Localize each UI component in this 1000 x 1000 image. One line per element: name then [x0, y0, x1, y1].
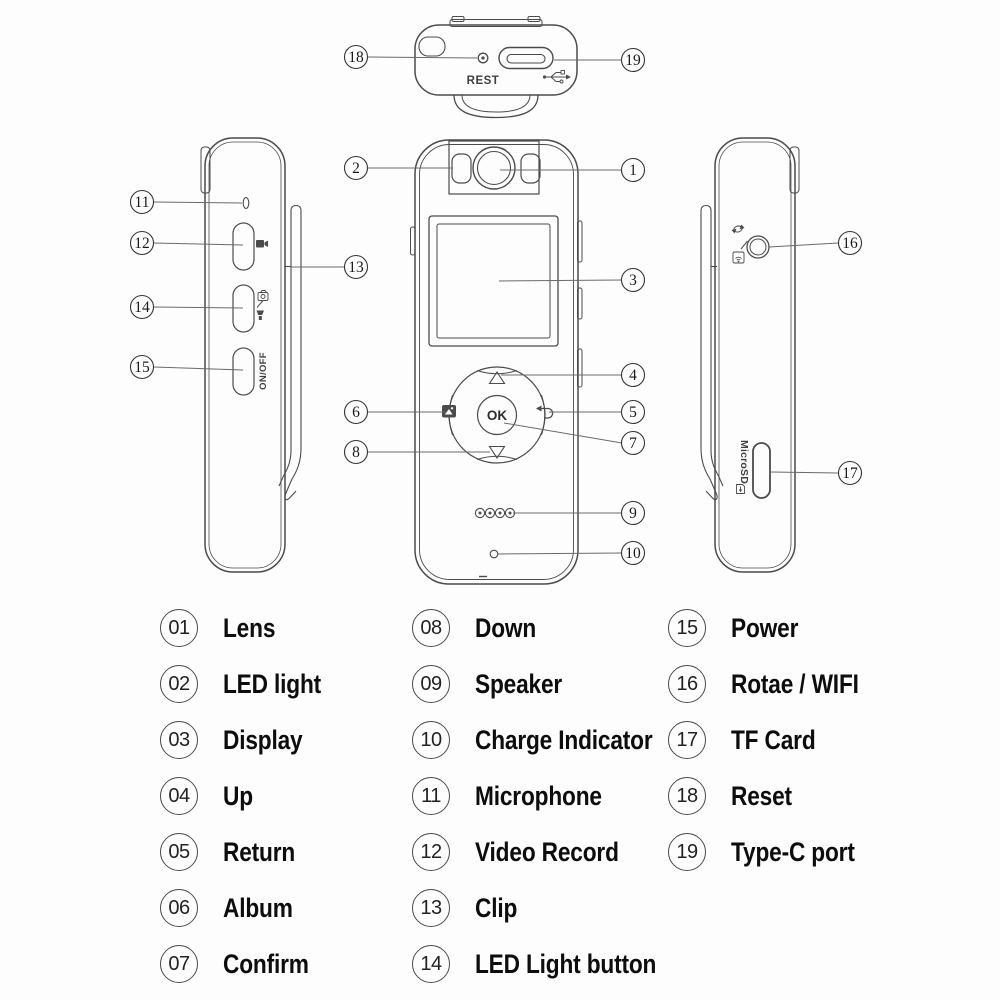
- legend-label: Speaker: [475, 668, 563, 699]
- legend-item: [160, 712, 340, 768]
- right-side-view: [701, 138, 799, 572]
- legend-number-badge: 11: [412, 777, 450, 815]
- lens: [473, 147, 515, 189]
- legend: [0, 600, 1000, 1000]
- svg-text:10: 10: [625, 545, 641, 562]
- legend-label: Charge Indicator: [475, 724, 653, 755]
- legend-label: Display: [223, 724, 303, 755]
- usb-icon: [543, 71, 571, 84]
- legend-number-badge: 13: [412, 889, 450, 927]
- front-view: [411, 140, 583, 584]
- callout-3: [622, 269, 645, 292]
- led-light-right: [521, 154, 540, 183]
- callout-2: [345, 157, 368, 180]
- legend-number-badge: 17: [668, 721, 706, 759]
- svg-text:17: 17: [842, 465, 858, 482]
- rotate-icon: [732, 225, 745, 234]
- callout-7: [622, 432, 645, 455]
- callout-4: [622, 364, 645, 387]
- legend-item: [160, 824, 340, 880]
- legend-label: Clip: [475, 892, 518, 923]
- callout-10: [622, 542, 645, 565]
- legend-number-badge: 06: [160, 889, 198, 927]
- legend-item: [412, 712, 691, 768]
- callout-16: [839, 232, 862, 255]
- svg-text:16: 16: [842, 235, 858, 252]
- legend-label: Power: [731, 612, 799, 643]
- led-light-left: [452, 154, 471, 183]
- legend-number-badge: 09: [412, 665, 450, 703]
- callout-13: [345, 256, 368, 279]
- svg-text:11: 11: [134, 194, 150, 211]
- legend-item: [160, 880, 340, 936]
- svg-text:8: 8: [352, 444, 360, 461]
- legend-column-3: [668, 600, 883, 880]
- legend-label: Rotae / WIFI: [731, 668, 859, 699]
- legend-label: Album: [223, 892, 293, 923]
- legend-item: [160, 600, 340, 656]
- album-icon: [442, 405, 456, 418]
- clip-right-view: [701, 206, 723, 500]
- video-record-button: [233, 223, 254, 270]
- callouts: [131, 46, 862, 565]
- svg-text:6: 6: [352, 404, 360, 421]
- svg-text:13: 13: [348, 259, 364, 276]
- svg-text:2: 2: [352, 160, 360, 177]
- callout-5: [622, 401, 645, 424]
- legend-number-badge: 10: [412, 721, 450, 759]
- microsd-label: MicroSD: [738, 440, 750, 484]
- microphone-hole: [243, 198, 249, 209]
- legend-column-2: [412, 600, 691, 992]
- torch-icon: [257, 311, 265, 321]
- rest-label: REST: [466, 75, 500, 87]
- tf-card-slot: [753, 443, 770, 498]
- legend-item: [668, 600, 883, 656]
- control-pad: [442, 367, 553, 463]
- legend-number-badge: 14: [412, 945, 450, 983]
- legend-label: Video Record: [475, 836, 619, 867]
- camera-icon: [258, 291, 268, 301]
- legend-number-badge: 08: [412, 609, 450, 647]
- led-light-button: [233, 285, 254, 332]
- callout-19: [622, 49, 645, 72]
- legend-item: [412, 880, 691, 936]
- legend-label: Return: [223, 836, 296, 867]
- legend-number-badge: 12: [412, 833, 450, 871]
- svg-text:1: 1: [629, 162, 637, 179]
- legend-label: Up: [223, 780, 253, 811]
- svg-text:19: 19: [625, 52, 641, 69]
- legend-label: Type-C port: [731, 836, 855, 867]
- callout-14: [131, 296, 154, 319]
- svg-text:18: 18: [348, 49, 364, 66]
- legend-number-badge: 04: [160, 777, 198, 815]
- legend-number-badge: 19: [668, 833, 706, 871]
- legend-item: [412, 600, 691, 656]
- legend-number-badge: 15: [668, 609, 706, 647]
- legend-label: Confirm: [223, 948, 309, 979]
- legend-number-badge: 02: [160, 665, 198, 703]
- legend-number-badge: 01: [160, 609, 198, 647]
- legend-label: Microphone: [475, 780, 602, 811]
- power-button: [233, 348, 254, 395]
- on-off-label: ON/OFF: [258, 352, 269, 390]
- legend-item: [668, 656, 883, 712]
- legend-item: [412, 824, 691, 880]
- legend-label: LED Light button: [475, 948, 657, 979]
- legend-number-badge: 05: [160, 833, 198, 871]
- callout-17: [839, 462, 862, 485]
- legend-number-badge: 16: [668, 665, 706, 703]
- clip-left-view: [279, 206, 301, 500]
- leader-lines: [154, 57, 838, 554]
- legend-label: TF Card: [731, 724, 816, 755]
- svg-text:7: 7: [629, 435, 637, 452]
- callout-9: [622, 502, 645, 525]
- speaker-holes: [475, 508, 514, 517]
- callout-1: [622, 159, 645, 182]
- legend-label: Lens: [223, 612, 276, 643]
- legend-number-badge: 07: [160, 945, 198, 983]
- camera-module: [449, 141, 539, 194]
- callout-18: [345, 46, 368, 69]
- legend-item: [160, 656, 340, 712]
- svg-text:14: 14: [134, 299, 150, 316]
- svg-text:12: 12: [134, 235, 150, 252]
- legend-label: Reset: [731, 780, 792, 811]
- svg-text:4: 4: [629, 367, 637, 384]
- legend-item: [160, 768, 340, 824]
- legend-label: Down: [475, 612, 537, 643]
- svg-text:3: 3: [629, 272, 637, 289]
- legend-label: LED light: [223, 668, 322, 699]
- callout-15: [131, 356, 154, 379]
- legend-item: [412, 656, 691, 712]
- charge-indicator-led: [490, 550, 498, 558]
- legend-item: [668, 768, 883, 824]
- legend-item: [668, 824, 883, 880]
- top-lens-bulge: [454, 95, 538, 118]
- svg-text:15: 15: [134, 359, 150, 376]
- legend-number-badge: 18: [668, 777, 706, 815]
- callout-11: [131, 191, 154, 214]
- svg-text:5: 5: [629, 404, 637, 421]
- legend-column-1: [160, 600, 340, 992]
- top-corner-notch: [419, 37, 445, 56]
- sd-card-icon: [737, 485, 745, 494]
- top-view: [415, 17, 577, 118]
- callout-12: [131, 232, 154, 255]
- ok-label: OK: [486, 408, 508, 423]
- video-record-icon: [256, 240, 268, 248]
- legend-item: [412, 768, 691, 824]
- callout-6: [345, 401, 368, 424]
- svg-text:9: 9: [629, 505, 637, 522]
- legend-item: [668, 712, 883, 768]
- wifi-icon: [733, 252, 744, 263]
- legend-item: [160, 936, 340, 992]
- callout-8: [345, 441, 368, 464]
- legend-item: [412, 936, 691, 992]
- legend-number-badge: 03: [160, 721, 198, 759]
